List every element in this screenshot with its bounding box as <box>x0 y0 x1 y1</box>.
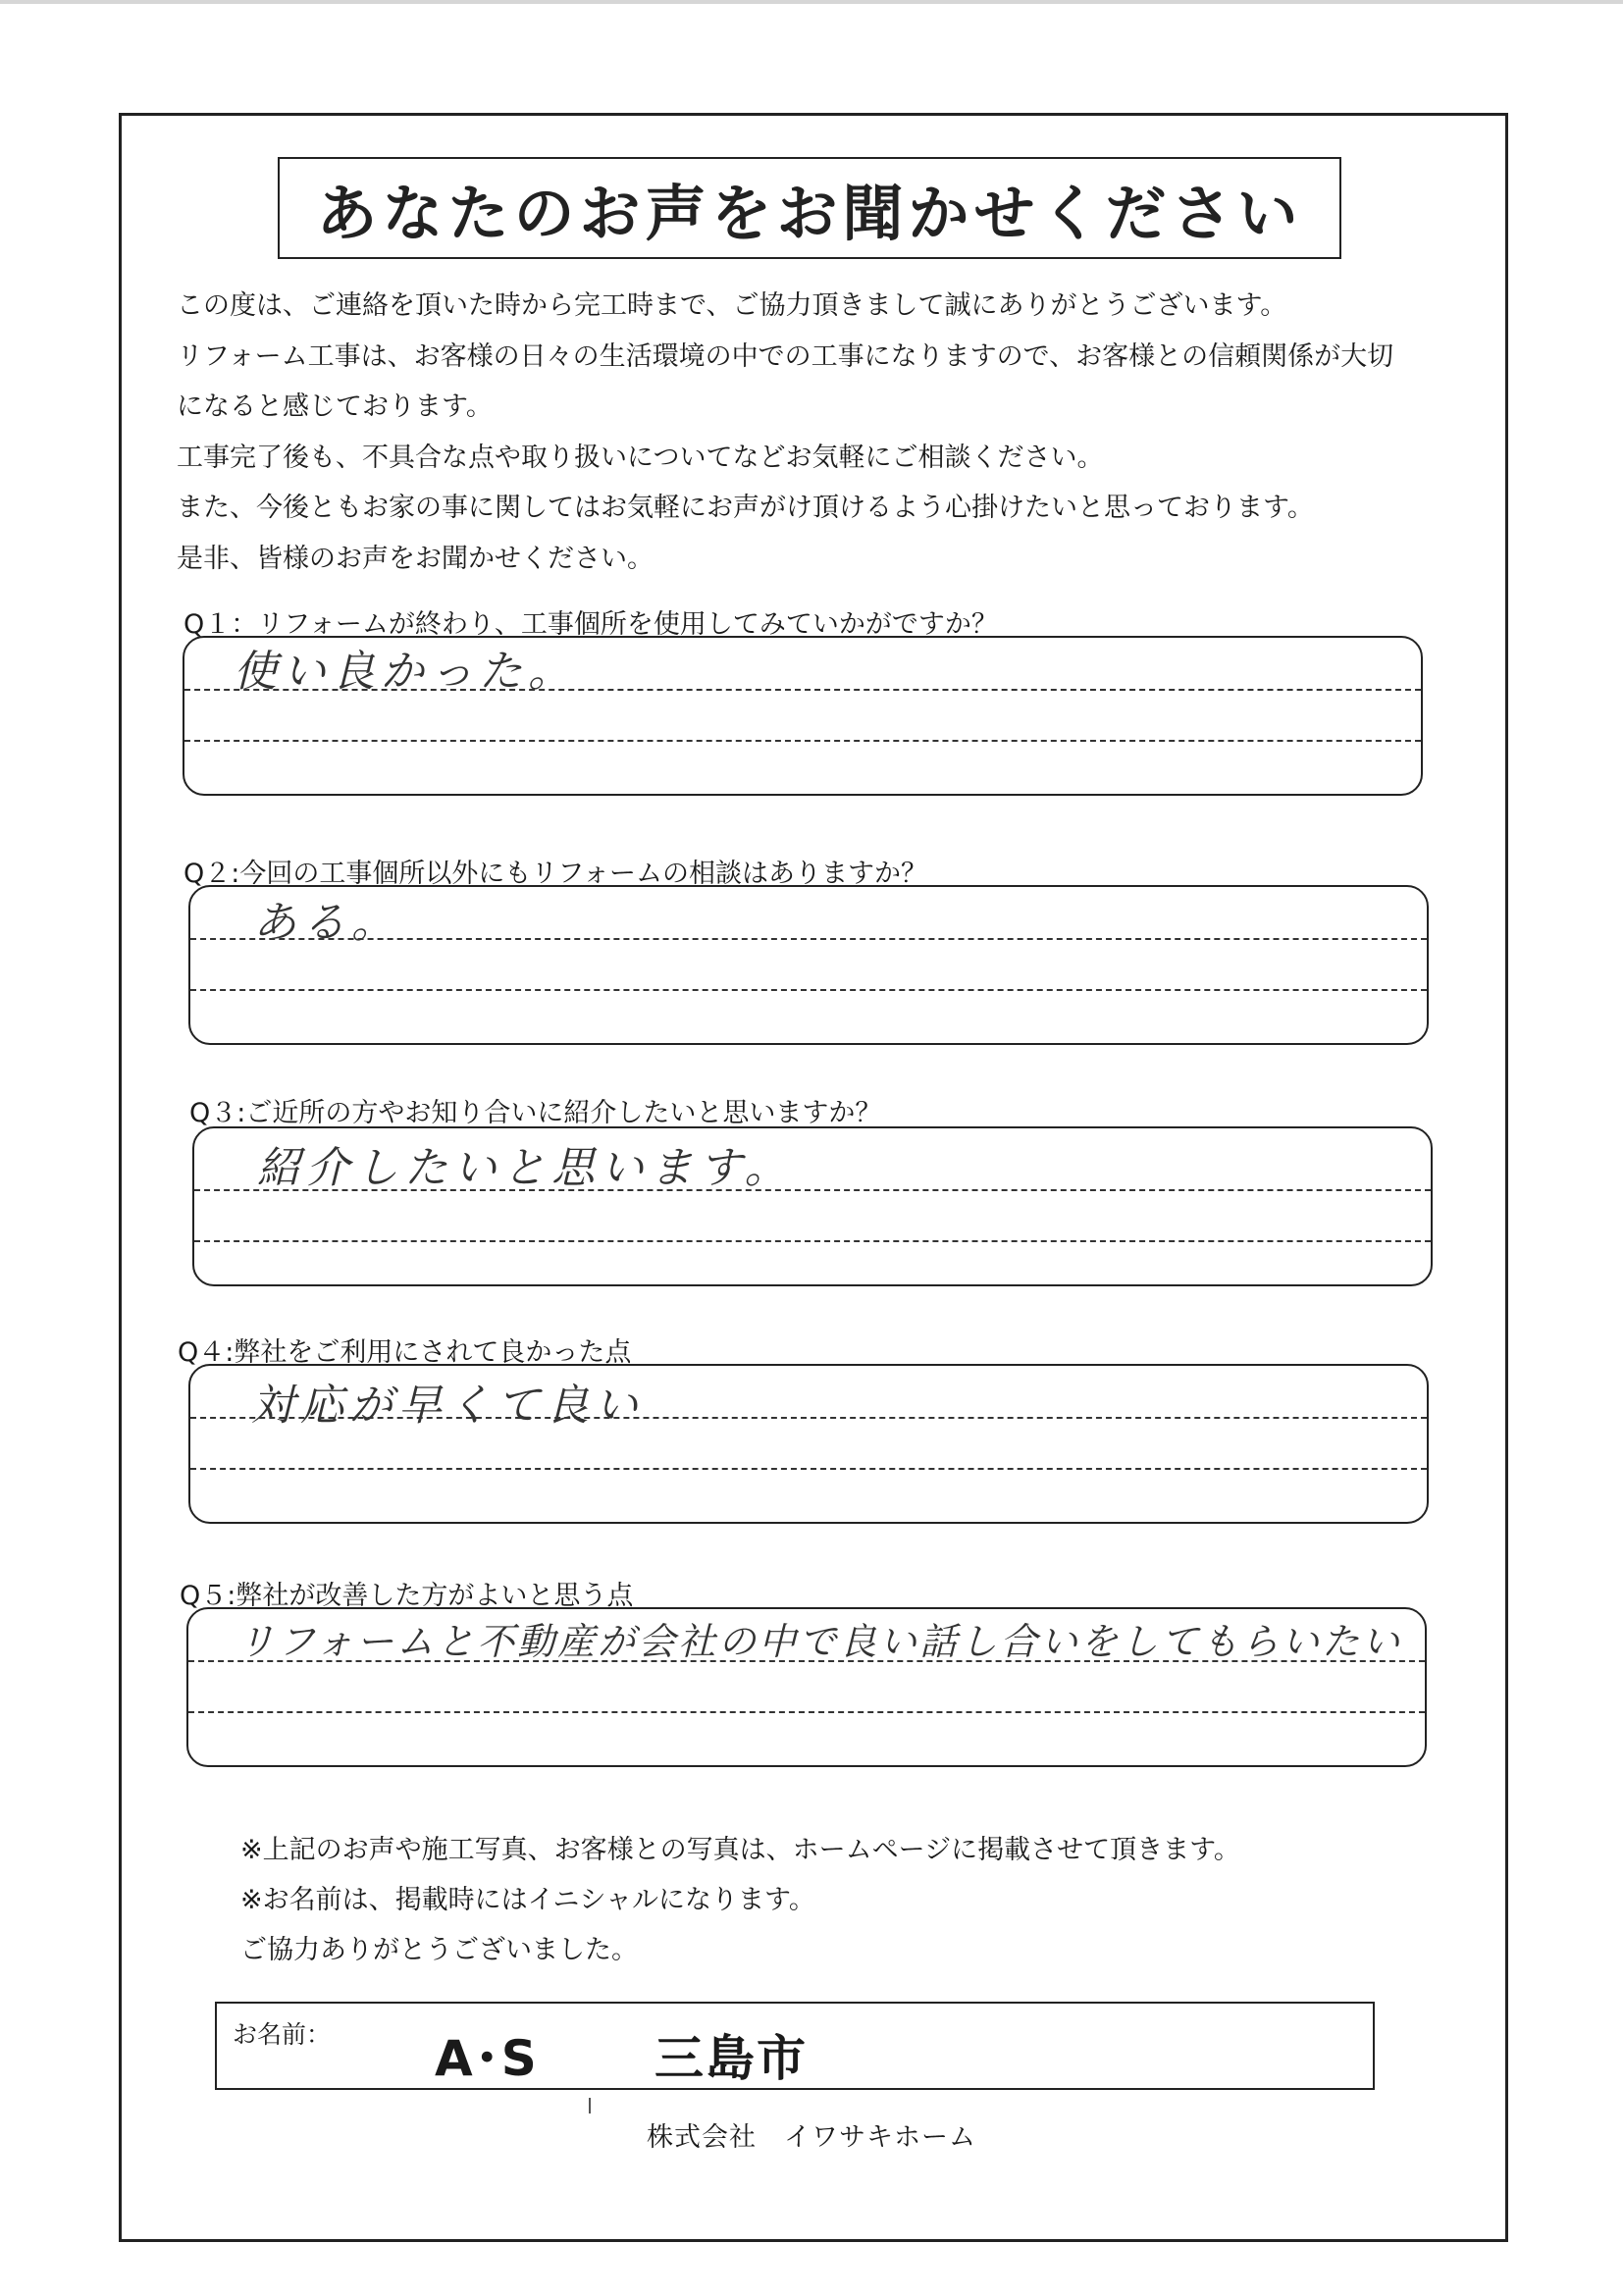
answer-2-handwriting: ある。 <box>253 898 400 948</box>
title-box <box>278 157 1341 259</box>
question-4-label: Q４:弊社をご利用にされて良かった点 <box>178 1337 632 1368</box>
company-type: 株式会社 <box>647 2122 757 2153</box>
answer-guide-line <box>190 989 1427 991</box>
question-3-label: Q３:ご近所の方やお知り合いに紹介したいと思いますか？ <box>189 1098 882 1128</box>
name-label: お名前： <box>233 2020 332 2049</box>
answer-guide-line <box>188 1711 1425 1713</box>
note-line: ※お名前は、掲載時にはイニシャルになります。 <box>240 1885 815 1915</box>
scan-top-edge <box>0 0 1623 4</box>
publication-notes <box>240 1825 1240 1975</box>
note-line: ※上記のお声や施工写真、お客様との写真は、ホームページに掲載させて頂きます。 <box>240 1835 1240 1865</box>
answer-5-handwriting: リフォームと不動産が会社の中で良い話し合いをしてもらいたい <box>237 1620 1403 1663</box>
question-2-label: Q２:今回の工事個所以外にもリフォームの相談はありますか？ <box>183 859 927 889</box>
page-title: あなたのお声をお聞かせください <box>316 177 1303 249</box>
intro-line: リフォーム工事は、お客様の日々の生活環境の中での工事になりますので、お客様との信頼関係が大切 <box>177 340 1394 372</box>
answer-4-handwriting: 対応が早くて良い <box>251 1381 644 1431</box>
name-initials: A･S <box>435 2030 539 2087</box>
company-name <box>0 2115 1623 2154</box>
intro-paragraph <box>177 281 1492 584</box>
answer-3-box[interactable] <box>192 1126 1433 1286</box>
note-line: ご協力ありがとうございました。 <box>240 1935 638 1965</box>
intro-line: 工事完了後も、不具合な点や取り扱いについてなどお気軽にご相談ください。 <box>177 442 1104 473</box>
question-5-label: Q５:弊社が改善した方がよいと思う点 <box>180 1581 634 1611</box>
answer-guide-line <box>194 1240 1431 1242</box>
intro-line: この度は、ご連絡を頂いた時から完工時まで、ご協力頂きまして誠にありがとうございます。 <box>177 290 1287 321</box>
intro-line: になると感じております。 <box>177 391 493 422</box>
answer-3-handwriting: 紹介したいと思います。 <box>257 1143 794 1193</box>
answer-4-box[interactable] <box>188 1364 1429 1524</box>
answer-1-handwriting: 使い良かった。 <box>234 647 577 697</box>
question-1-label: Q１：リフォームが終わり、工事個所を使用してみていかがですか？ <box>183 609 998 640</box>
answer-guide-line <box>190 1468 1427 1470</box>
name-field[interactable] <box>215 2002 1375 2090</box>
answer-5-box[interactable] <box>186 1607 1427 1767</box>
company-brand: イワサキホーム <box>784 2122 976 2153</box>
answer-guide-line <box>184 740 1421 742</box>
intro-line: また、今後ともお家の事に関してはお気軽にお声がけ頂けるよう心掛けたいと思っております。 <box>177 493 1314 523</box>
answer-1-box[interactable] <box>183 636 1423 796</box>
answer-2-box[interactable] <box>188 885 1429 1045</box>
scan-mark <box>589 2098 591 2113</box>
intro-line: 是非、皆様のお声をお聞かせください。 <box>177 543 654 574</box>
name-city: 三島市 <box>654 2030 808 2087</box>
